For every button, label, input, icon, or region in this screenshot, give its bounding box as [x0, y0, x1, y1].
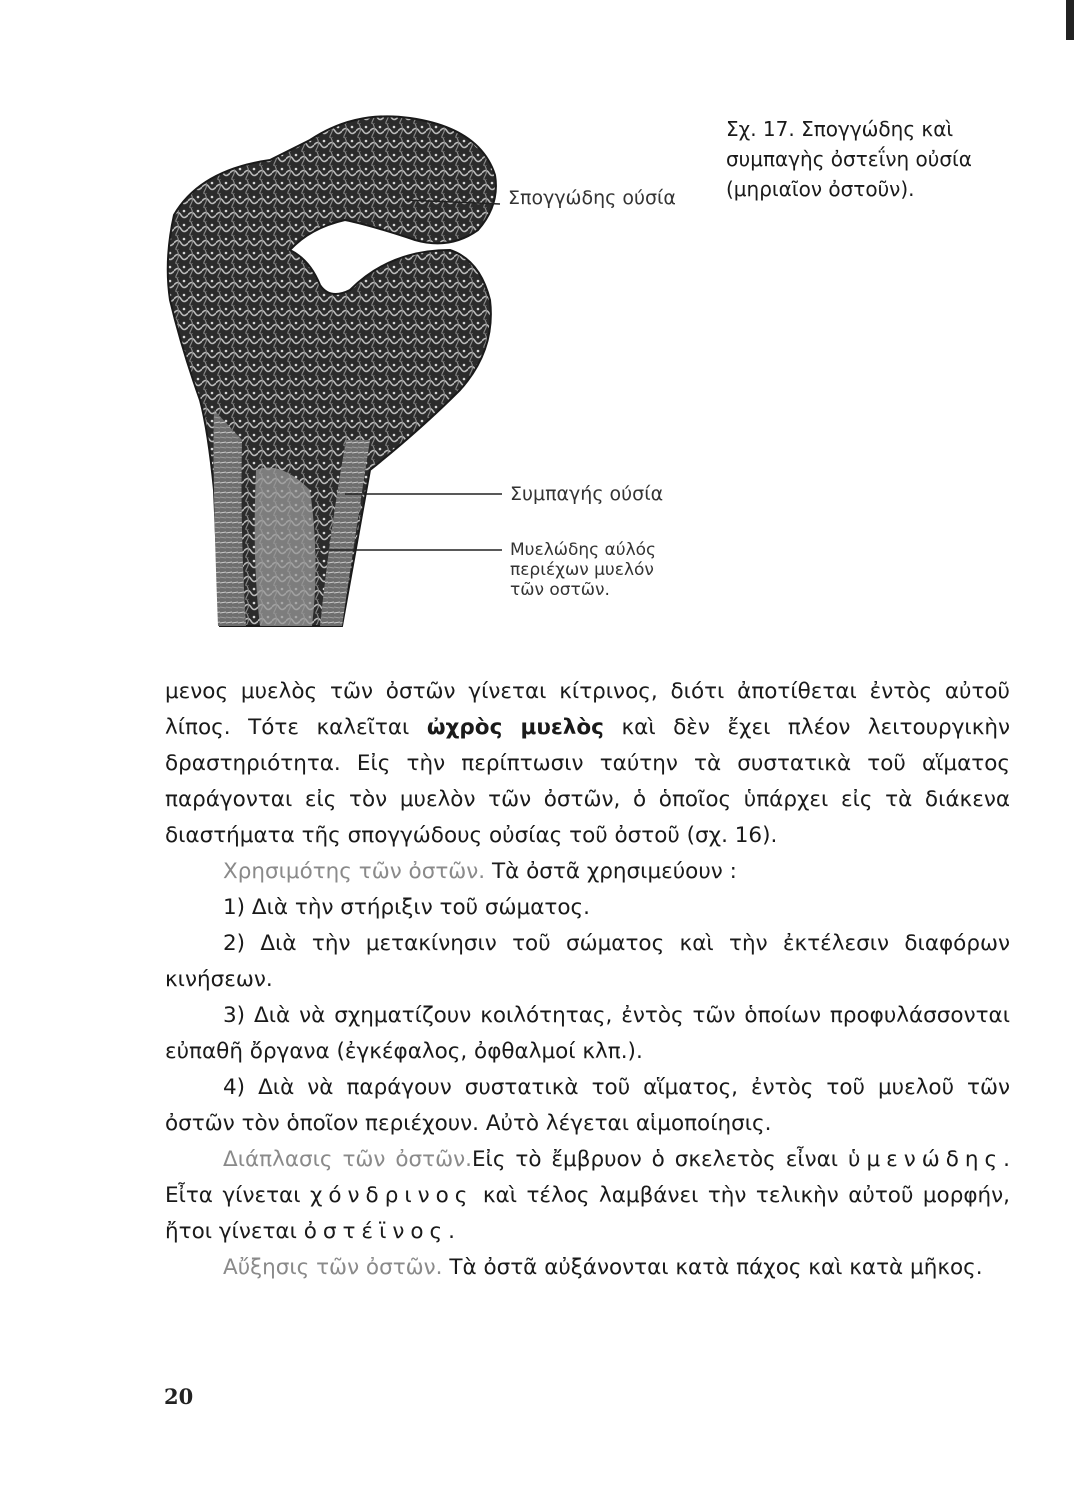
label-marrow-line-1: Μυελώδης αύλός — [510, 540, 657, 560]
femur-figure — [160, 110, 720, 640]
section-heading: Διάπλασις τῶν ὀστῶν. — [223, 1147, 472, 1172]
paragraph-text: μενος μυελὸς τῶν ὀστῶν γίνεται κίτρινος, διότι ἀποτίθεται ἐντὸς αὐτοῦ λίπος. Τότε καλεῖται — [165, 679, 1010, 740]
paragraph-text: Εἰς τὸ ἔμβρυον ὁ σκελετὸς εἶναι — [471, 1147, 848, 1172]
label-marrow-line-2: περιέχων μυελόν — [510, 560, 654, 580]
spaced-term: ὀστέϊνος — [303, 1219, 449, 1244]
paragraph-yellow-marrow — [165, 674, 1010, 854]
label-marrow-line-3: τῶν οστῶν. — [510, 580, 610, 600]
paragraph-growth — [165, 1250, 1010, 1286]
list-item: 1) Διὰ τὴν στήριξιν τοῦ σώματος. — [223, 895, 590, 920]
list-item: 3) Διὰ νὰ σχηματίζουν κοιλότητας, ἐντὸς τῶν ὁποίων προφυλάσσονται εὐπαθῆ ὄργανα (ἐγκέφαλος, ὀφθαλμοί κλπ.). — [165, 1003, 1010, 1064]
scan-edge-mark — [1066, 0, 1074, 40]
section-heading: Αὔξησις τῶν ὀστῶν. — [223, 1255, 443, 1280]
list-item: 4) Διὰ νὰ παράγουν συστατικὰ τοῦ αἵματος, ἐντὸς τοῦ μυελοῦ τῶν ὀστῶν τὸν ὁποῖον περιέχουν. Αὐτὸ λέγεται αἱμοποίησις. — [165, 1075, 1010, 1136]
label-medullary-canal — [510, 540, 656, 600]
label-compact-substance: Συμπαγής ούσία — [510, 483, 664, 505]
paragraph-text: καὶ τέλος λαμβάνει τὴν τελικὴν αὐτοῦ μορφήν, ἤτοι γίνεται — [165, 1183, 1010, 1244]
paragraph-text: . Εἶτα γίνεται — [165, 1147, 1010, 1208]
label-spongy-substance: Σπογγώδης ούσία — [508, 187, 676, 209]
paragraph-text: . — [448, 1219, 455, 1244]
page-number: 20 — [164, 1384, 194, 1409]
paragraph-text: Τὰ ὀστᾶ χρησιμεύουν : — [485, 859, 737, 884]
paragraph-formation — [165, 1142, 1010, 1250]
paragraph-text: Τὰ ὀστᾶ αὐξάνονται κατὰ πάχος καὶ κατὰ μῆκος. — [442, 1255, 983, 1280]
figure-caption: Σχ. 17. Σπογγώδης καὶ συμπαγὴς ὀστεΐνη οὐσία (μηριαῖον ὀστοῦν). — [726, 117, 972, 201]
spaced-term: ὑμενώδης — [848, 1147, 1004, 1172]
paragraph-text: καὶ δὲν ἔχει πλέον λειτουργικὴν δραστηριότητα. Εἰς τὴν περίπτωσιν ταύτην τὰ συστατικὰ τοῦ αἵματος παράγονται εἰς τὸν μυελὸν τῶν ὀστῶν, ὁ ὁποῖος ὑπάρχει εἰς τὰ διάκενα διαστήματα τῆς σπογγώδους οὐσίας τοῦ ὀστοῦ (σχ. 16). — [165, 715, 1011, 848]
bold-term: ὠχρὸς μυελὸς — [426, 715, 604, 740]
body-text — [165, 674, 1010, 1286]
paragraph-uses-heading — [165, 854, 1010, 890]
spaced-term: χόνδρινος — [309, 1183, 474, 1208]
section-heading: Χρησιμότης τῶν ὀστῶν. — [223, 859, 486, 884]
list-item: 2) Διὰ τὴν μετακίνησιν τοῦ σώματος καὶ τὴν ἐκτέλεσιν διαφόρων κινήσεων. — [165, 931, 1010, 992]
